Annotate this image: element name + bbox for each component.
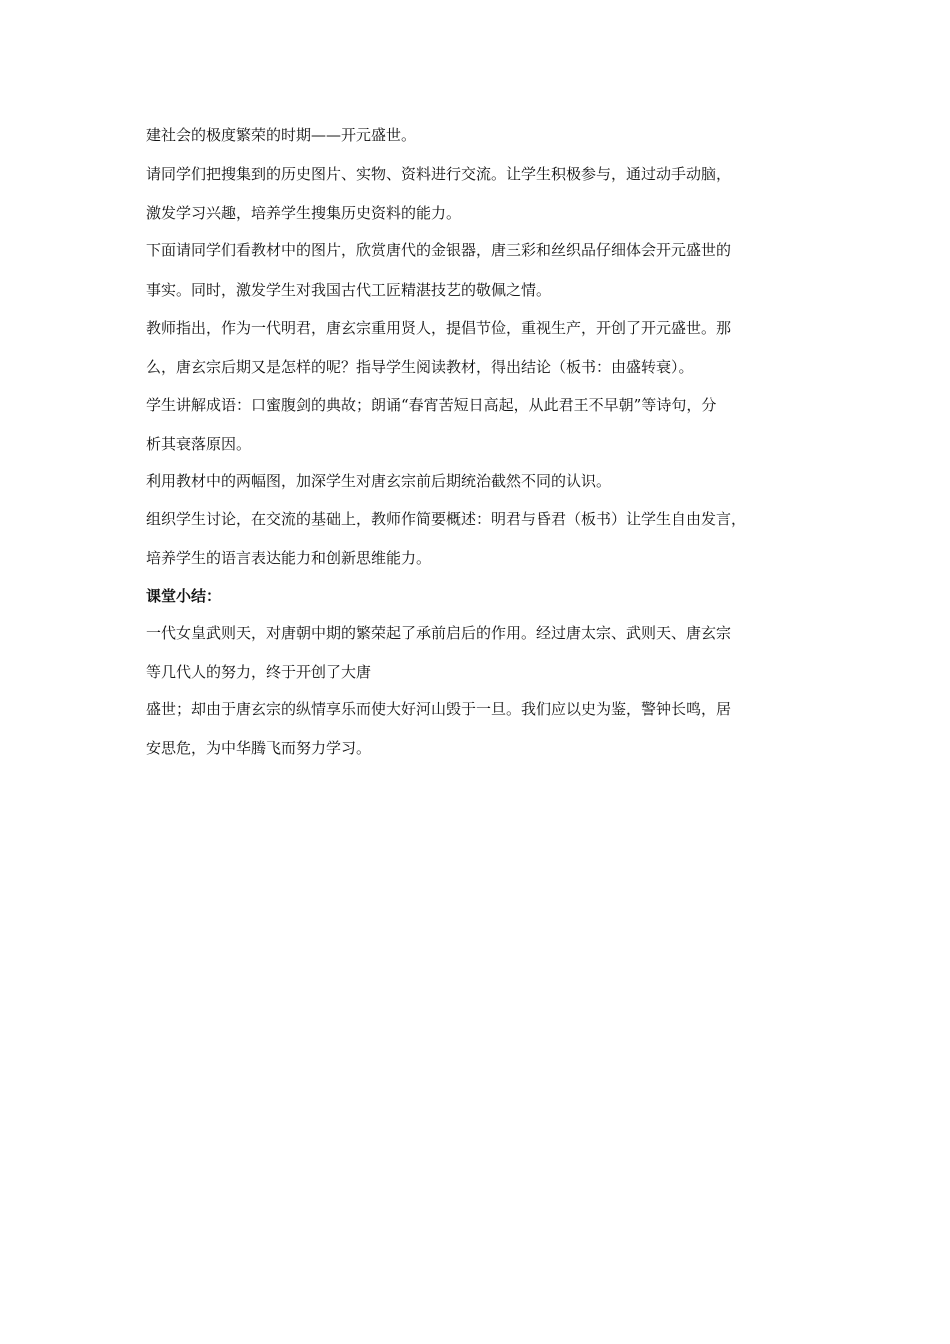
- summary-line: 盛世；却由于唐玄宗的纵情享乐而使大好河山毁于一旦。我们应以史为鉴，警钟长鸣，居: [146, 700, 732, 718]
- paragraph-line: 培养学生的语言表达能力和创新思维能力。: [146, 549, 432, 567]
- paragraph-line: 利用教材中的两幅图，加深学生对唐玄宗前后期统治截然不同的认识。: [146, 472, 612, 490]
- summary-heading: 课堂小结：: [146, 587, 222, 605]
- paragraph-line: 么，唐玄宗后期又是怎样的呢？指导学生阅读教材，得出结论（板书：由盛转衰）。: [146, 358, 694, 376]
- paragraph-line: 事实。同时，激发学生对我国古代工匠精湛技艺的敬佩之情。: [146, 281, 552, 299]
- paragraph-line: 组织学生讨论，在交流的基础上，教师作简要概述：明君与昏君（板书）让学生自由发言，: [146, 510, 747, 528]
- summary-line: 安思危，为中华腾飞而努力学习。: [146, 739, 372, 757]
- summary-line: 等几代人的努力，终于开创了大唐: [146, 663, 372, 681]
- paragraph-line: 激发学习兴趣，培养学生搜集历史资料的能力。: [146, 204, 462, 222]
- paragraph-line: 建社会的极度繁荣的时期——开元盛世。: [146, 126, 417, 144]
- paragraph-line: 析其衰落原因。: [146, 435, 252, 453]
- paragraph-line: 教师指出，作为一代明君，唐玄宗重用贤人，提倡节俭，重视生产，开创了开元盛世。那: [146, 319, 732, 337]
- paragraph-line: 请同学们把搜集到的历史图片、实物、资料进行交流。让学生积极参与，通过动手动脑，: [146, 165, 732, 183]
- paragraph-line: 学生讲解成语：口蜜腹剑的典故；朗诵“春宵苦短日高起，从此君王不早朝”等诗句，分: [146, 396, 717, 414]
- paragraph-line: 下面请同学们看教材中的图片，欣赏唐代的金银器，唐三彩和丝织品仔细体会开元盛世的: [146, 241, 732, 259]
- summary-line: 一代女皇武则天，对唐朝中期的繁荣起了承前启后的作用。经过唐太宗、武则天、唐玄宗: [146, 624, 732, 642]
